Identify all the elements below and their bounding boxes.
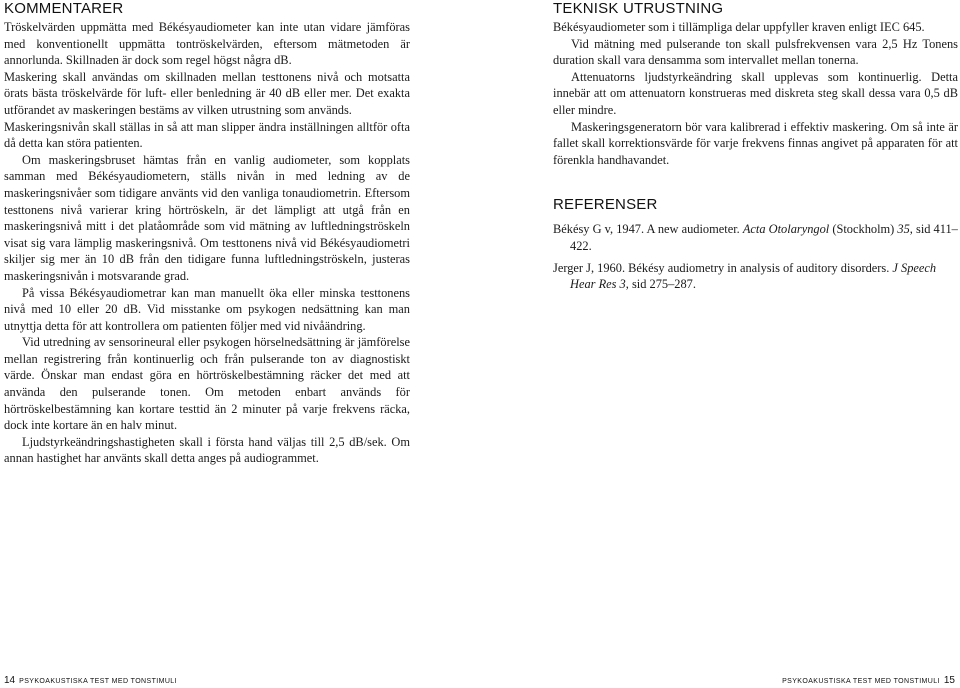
footer-title-right: PSYKOAKUSTISKA TEST MED TONSTIMULI	[782, 678, 940, 685]
paragraph-attenuator: Attenuatorns ljudstyrkeändring skall upplevas som kontinuerlig. Detta innebär att om attenuatorn konstrueras med diskreta steg skall dessa vara 0,5 dB eller mindre.	[553, 69, 958, 117]
reference-jerger-pages: , sid 275–287.	[625, 277, 696, 292]
reference-bekesy-pages: , sid 411–422.	[570, 222, 958, 253]
reference-jerger-author-title: Jerger J, 1960. Békésy audiometry in analysis of auditory disorders.	[553, 260, 893, 275]
paragraph-masking-noise-source: Om maskeringsbruset hämtas från en vanlig audiometer, som kopplats samman med Békésyaudiometern, ställs nivån in med ledning av de maskeringsnivåer som tidigare använts vid den vanliga tonaudiometrin. Eftersom testtonens nivå varierar kring hörtröskeln, är det lämpligt att utgå från en maskeringsnivå mitt i det platåområde som vid mätning av luftledningströskeln visat sig vara lämplig maskeringsnivå. Om testtonens nivå vid Békésyaudiometri skiljer sig mer än 10 dB från den tidigare funna luftledningströskeln, justeras maskeringsnivån i motsvarande grad.	[4, 152, 410, 283]
paragraph-manual-level-change: På vissa Békésyaudiometrar kan man manuellt öka eller minska testtonens nivå med 10 eller 20 dB. Vid misstanke om psykogen nedsättning kan man utnyttja detta för att kontrollera om patienten följer med vid nivåändring.	[4, 285, 410, 333]
paragraph-masking-generator: Maskeringsgeneratorn bör vara kalibrerad i effektiv maskering. Om så inte är fallet skall korrektionsvärde för varje frekvens finnas angivet på apparaten för att förenkla handhavandet.	[553, 119, 958, 167]
footer-title-left: PSYKOAKUSTISKA TEST MED TONSTIMULI	[19, 678, 177, 685]
teknisk-utrustning-heading: TEKNISK UTRUSTNING	[553, 0, 724, 17]
footer-left	[4, 675, 177, 688]
reference-bekesy-journal: Acta Otolaryngol	[742, 222, 830, 237]
kommentarer-heading: KOMMENTARER	[4, 0, 124, 17]
paragraph-masking-rule: Maskering skall användas om skillnaden mellan testtonens nivå och motsatta örats bästa tröskelvärde för luft- eller benledning är 40 dB eller mer. Det exakta utförandet av maskeringen bestäms av vilken utrustning som används.	[4, 69, 410, 117]
reference-bekesy-author-title: Békésy G v, 1947. A new audiometer.	[553, 222, 743, 237]
paragraph-pulse-frequency: Vid mätning med pulserande ton skall pulsfrekvensen vara 2,5 Hz Tonens duration skall vara densamma som intervallet mellan tonerna.	[553, 36, 958, 68]
reference-bekesy-location: (Stockholm)	[829, 222, 898, 237]
referenser-heading: REFERENSER	[553, 196, 658, 214]
paragraph-attenuation-rate: Ljudstyrkeändringshastigheten skall i första hand väljas till 2,5 dB/sek. Om annan hastighet har använts skall detta anges på audiogrammet.	[4, 434, 410, 466]
paragraph-sensorineural-investigation: Vid utredning av sensorineural eller psykogen hörselnedsättning är jämförelse mellan registrering från kontinuerlig och från pulserande ton av diagnostiskt värde. Önskar man endast göra en hörtröskelbestämning räcker det med att använda den pulserande tonen. Om metoden enbart används för hörtröskelbestämning kan kortare testtid än 2 minuter på varje frekvens räcka, dock inte kortare än en halv minut.	[4, 335, 410, 433]
reference-jerger	[553, 260, 958, 293]
right-column	[553, 0, 958, 298]
footer-right	[782, 675, 955, 688]
reference-bekesy	[553, 221, 958, 254]
page-number-right: 15	[943, 675, 955, 686]
paragraph-iec-requirement: Békésyaudiometer som i tillämpliga delar uppfyller kraven enligt IEC 645.	[553, 20, 925, 34]
page-number-left: 14	[4, 675, 16, 686]
reference-bekesy-volume: 35	[897, 222, 910, 237]
paragraph-masking-level: Maskeringsnivån skall ställas in så att man slipper ändra inställningen alltför ofta då detta kan störa patienten.	[4, 119, 410, 151]
left-column	[4, 0, 410, 467]
reference-jerger-journal: J Speech Hear Res 3	[570, 260, 937, 292]
paragraph-threshold-comparison: Tröskelvärden uppmätta med Békésyaudiometer kan inte utan vidare jämföras med konventionellt uppmätta tontröskelvärden, eftersom mätmetoden är annorlunda. Skillnaden är dock som regel högst några dB.	[4, 20, 410, 68]
